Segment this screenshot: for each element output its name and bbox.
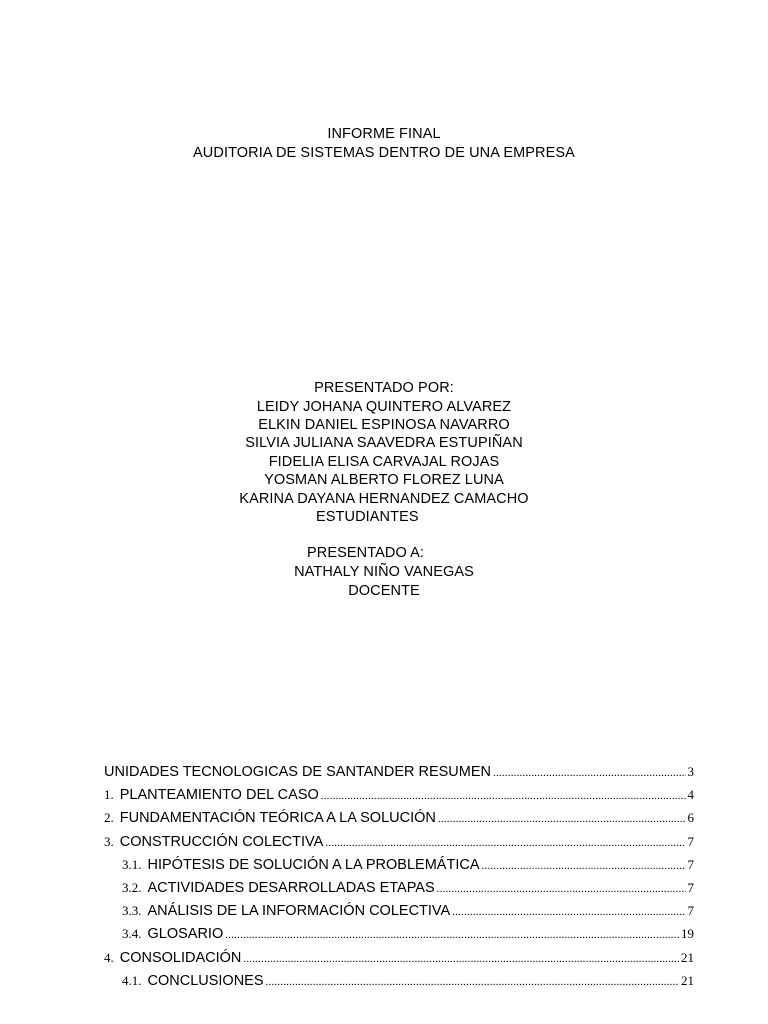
toc-entry-title: GLOSARIO (147, 926, 224, 943)
toc-dot-leader (325, 833, 685, 853)
teacher-role: DOCENTE (348, 583, 420, 599)
toc-entry-page: 3 (687, 764, 694, 779)
toc-entry-page: 4 (687, 787, 694, 803)
toc-dot-leader (243, 949, 679, 969)
toc-entry[interactable] (104, 924, 694, 947)
toc-entry-title: CONSTRUCCIÓN COLECTIVA (119, 833, 324, 850)
toc-dot-leader (493, 763, 686, 783)
toc-dot-leader (266, 972, 679, 992)
toc-entry-page: 7 (687, 903, 694, 919)
toc-entry-title: ACTIVIDADES DESARROLLADAS ETAPAS (147, 879, 435, 896)
student-name: LEIDY JOHANA QUINTERO ALVAREZ (256, 399, 512, 415)
toc-entry-title: ANÁLISIS DE LA INFORMACIÓN COLECTIVA (147, 903, 451, 920)
student-name: SILVIA JULIANA SAAVEDRA ESTUPIÑAN (245, 435, 523, 451)
toc-entry[interactable] (104, 832, 694, 855)
toc-entry-page: 21 (681, 949, 694, 965)
toc-entry[interactable] (104, 948, 694, 971)
toc-entry[interactable] (104, 971, 694, 994)
toc-dot-leader (482, 856, 686, 876)
toc-entry[interactable] (104, 855, 694, 878)
presented-to-label: PRESENTADO A: (307, 545, 425, 561)
toc-entry[interactable] (104, 878, 694, 901)
toc-entry-title: FUNDAMENTACIÓN TEÓRICA A LA SOLUCIÓN (119, 810, 436, 827)
report-subtitle: AUDITORIA DE SISTEMAS DENTRO DE UNA EMPRESA (193, 145, 575, 161)
toc-dot-leader (438, 809, 686, 829)
toc-entry-number: 3.2. (122, 879, 142, 895)
teacher-name: NATHALY NIÑO VANEGAS (294, 564, 474, 580)
toc-dot-leader (321, 786, 686, 806)
toc-entry[interactable] (104, 901, 694, 924)
student-name: FIDELIA ELISA CARVAJAL ROJAS (268, 454, 500, 470)
toc-entry-number: 3.1. (122, 856, 142, 872)
toc-entry[interactable] (104, 785, 694, 808)
toc-entry-title: CONCLUSIONES (147, 972, 264, 989)
toc-entry-number: 3. (104, 833, 114, 849)
toc-entry[interactable] (104, 808, 694, 831)
toc-dot-leader (452, 902, 685, 922)
toc-entry[interactable] (104, 762, 694, 785)
students-role: ESTUDIANTES (316, 509, 419, 525)
toc-dot-leader (225, 925, 679, 945)
toc-entry-title: PLANTEAMIENTO DEL CASO (119, 787, 319, 804)
report-title: INFORME FINAL (327, 126, 441, 142)
table-of-contents (104, 762, 694, 994)
toc-entry-page: 21 (681, 972, 694, 988)
toc-entry-page: 19 (681, 926, 694, 942)
toc-entry-number: 4. (104, 949, 114, 965)
student-name: YOSMAN ALBERTO FLOREZ LUNA (264, 472, 504, 488)
toc-entry-page: 7 (687, 833, 694, 849)
toc-entry-page: 6 (687, 810, 694, 826)
toc-entry-title: CONSOLIDACIÓN (119, 949, 242, 966)
toc-entry-number: 1. (104, 787, 114, 803)
toc-entry-number: 3.4. (122, 926, 142, 942)
presented-by-label: PRESENTADO POR: (314, 380, 454, 396)
toc-entry-number: 4.1. (122, 972, 142, 988)
student-name: KARINA DAYANA HERNANDEZ CAMACHO (239, 491, 529, 507)
toc-entry-page: 7 (687, 879, 694, 895)
toc-entry-title: UNIDADES TECNOLOGICAS DE SANTANDER RESUMEN (104, 764, 491, 780)
toc-entry-title: HIPÓTESIS DE SOLUCIÓN A LA PROBLEMÁTICA (147, 856, 480, 873)
toc-dot-leader (437, 879, 686, 899)
toc-entry-number: 2. (104, 810, 114, 826)
student-name: ELKIN DANIEL ESPINOSA NAVARRO (258, 417, 510, 433)
toc-entry-page: 7 (687, 856, 694, 872)
toc-entry-number: 3.3. (122, 903, 142, 919)
